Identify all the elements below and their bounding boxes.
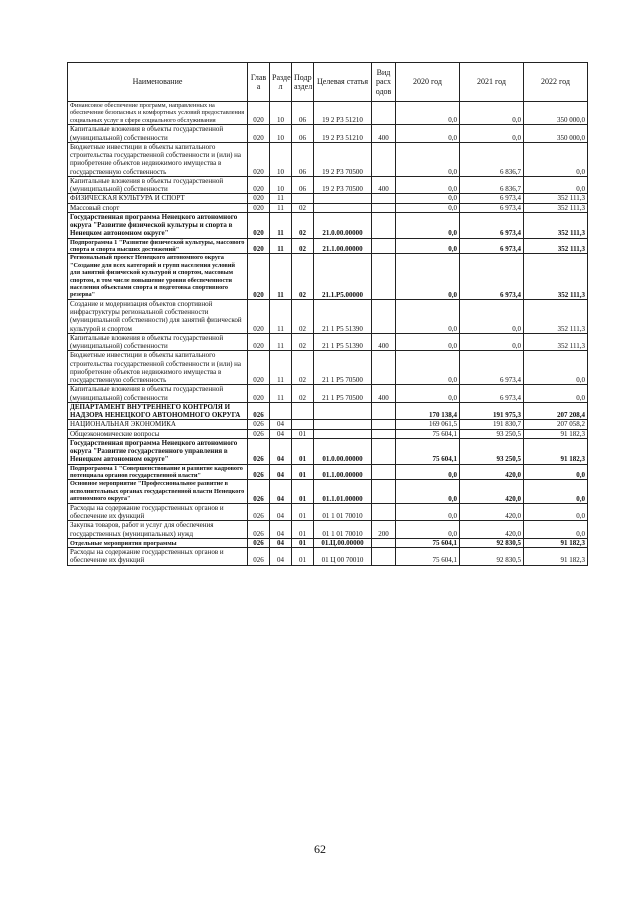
cell-statya: 19 2 P3 51210	[314, 125, 372, 143]
table-row	[68, 238, 588, 254]
cell-statya: 01.Ц.00.00000	[314, 538, 372, 547]
cell-vid	[372, 438, 396, 464]
cell-glava: 020	[248, 299, 270, 333]
cell-razdel: 11	[270, 212, 292, 238]
cell-podrazdel	[292, 194, 314, 203]
cell-2022: 0,0	[524, 385, 588, 403]
cell-glava: 026	[248, 538, 270, 547]
cell-statya: 01.1.00.00000	[314, 464, 372, 480]
cell-statya: 01 1 01 70010	[314, 503, 372, 521]
cell-statya: 21.1.P5.00000	[314, 254, 372, 300]
cell-name: Бюджетные инвестиции в объекты капитального строительства государственной собственности и (или) на приобретение объектов недвижимого имущества в государственную собственность	[68, 351, 248, 385]
cell-name: Государственная программа Ненецкого автономного округа "Развитие физической культуры и спорта в Ненецком автономном округе"	[68, 212, 248, 238]
cell-2020: 0,0	[396, 385, 460, 403]
table-row	[68, 538, 588, 547]
cell-podrazdel: 01	[292, 538, 314, 547]
cell-2021: 6 973,4	[460, 203, 524, 212]
cell-glava: 020	[248, 351, 270, 385]
cell-podrazdel: 06	[292, 142, 314, 176]
cell-vid: 400	[372, 176, 396, 194]
cell-name: Расходы на содержание государственных органов и обеспечение их функций	[68, 548, 248, 566]
cell-2022: 0,0	[524, 521, 588, 539]
cell-statya: 01 Ц 00 70010	[314, 548, 372, 566]
cell-razdel: 04	[270, 438, 292, 464]
cell-2022: 350 000,0	[524, 102, 588, 125]
cell-name: Капитальные вложения в объекты государственной (муниципальной) собственности	[68, 176, 248, 194]
table-row	[68, 438, 588, 464]
cell-razdel: 11	[270, 299, 292, 333]
cell-podrazdel: 06	[292, 102, 314, 125]
cell-glava: 026	[248, 420, 270, 429]
cell-2022: 0,0	[524, 464, 588, 480]
cell-2022: 350 000,0	[524, 125, 588, 143]
cell-glava: 026	[248, 429, 270, 438]
cell-statya	[314, 429, 372, 438]
header-glava: Глав а	[248, 63, 270, 102]
cell-statya	[314, 194, 372, 203]
cell-2021: 420,0	[460, 464, 524, 480]
page-number: 62	[314, 842, 326, 856]
cell-2022: 207 208,4	[524, 402, 588, 420]
cell-name: Подпрограмма 1 "Совершенствование и развитие кадрового потенциала органов государственной власти"	[68, 464, 248, 480]
cell-2022: 91 182,3	[524, 438, 588, 464]
cell-2020: 0,0	[396, 238, 460, 254]
cell-razdel: 11	[270, 333, 292, 351]
cell-2022: 207 058,2	[524, 420, 588, 429]
cell-vid	[372, 402, 396, 420]
table-row	[68, 212, 588, 238]
cell-podrazdel	[292, 402, 314, 420]
cell-vid	[372, 464, 396, 480]
cell-razdel: 04	[270, 480, 292, 503]
cell-podrazdel	[292, 420, 314, 429]
cell-glava: 026	[248, 480, 270, 503]
cell-2021: 420,0	[460, 521, 524, 539]
cell-2020: 0,0	[396, 203, 460, 212]
cell-podrazdel: 02	[292, 238, 314, 254]
cell-statya	[314, 402, 372, 420]
cell-glava: 020	[248, 212, 270, 238]
cell-2022: 0,0	[524, 176, 588, 194]
cell-vid: 400	[372, 385, 396, 403]
cell-2020: 170 138,4	[396, 402, 460, 420]
table-row	[68, 521, 588, 539]
cell-razdel: 04	[270, 420, 292, 429]
cell-2020: 0,0	[396, 125, 460, 143]
cell-glava: 026	[248, 438, 270, 464]
cell-razdel: 11	[270, 203, 292, 212]
cell-vid	[372, 538, 396, 547]
cell-2021: 6 973,4	[460, 351, 524, 385]
cell-name: Капитальные вложения в объекты государственной (муниципальной) собственности	[68, 385, 248, 403]
cell-podrazdel: 01	[292, 548, 314, 566]
cell-2022: 352 111,3	[524, 238, 588, 254]
cell-name: Бюджетные инвестиции в объекты капитального строительства государственной собственности и (или) на приобретение объектов недвижимого имущества в государственную собственность	[68, 142, 248, 176]
cell-podrazdel: 01	[292, 503, 314, 521]
table-row	[68, 351, 588, 385]
cell-2021: 92 830,5	[460, 538, 524, 547]
cell-2020: 0,0	[396, 351, 460, 385]
cell-2022: 352 111,3	[524, 212, 588, 238]
cell-name: Финансовое обеспечение программ, направленных на обеспечение безопасных и комфортных условий предоставления социальных услуг в сфере социального обслуживания	[68, 102, 248, 125]
cell-statya: 21 1 P5 70500	[314, 351, 372, 385]
cell-podrazdel: 02	[292, 333, 314, 351]
table-row	[68, 125, 588, 143]
cell-glava: 026	[248, 402, 270, 420]
cell-2020: 0,0	[396, 480, 460, 503]
cell-podrazdel: 02	[292, 212, 314, 238]
cell-vid: 400	[372, 125, 396, 143]
cell-glava: 026	[248, 503, 270, 521]
cell-vid	[372, 503, 396, 521]
cell-2020: 0,0	[396, 521, 460, 539]
cell-statya: 21 1 P5 70500	[314, 385, 372, 403]
cell-2021: 0,0	[460, 102, 524, 125]
cell-2021: 420,0	[460, 503, 524, 521]
header-podrazdel: Подр аздел	[292, 63, 314, 102]
cell-podrazdel: 02	[292, 351, 314, 385]
header-2021: 2021 год	[460, 63, 524, 102]
cell-2022: 352 111,3	[524, 333, 588, 351]
cell-podrazdel: 01	[292, 429, 314, 438]
cell-razdel: 10	[270, 125, 292, 143]
budget-table-sheet	[67, 62, 587, 566]
cell-2021: 6 973,4	[460, 385, 524, 403]
cell-name: Региональный проект Ненецкого автономного округа "Создание для всех категорий и групп населения условий для занятий физической культурой и спортом, массовым спортом, в том числе повышение уровня обеспеченности населения объектами спорта и подготовка спортивного резерва"	[68, 254, 248, 300]
table-row	[68, 548, 588, 566]
cell-statya: 21.1.00.00000	[314, 238, 372, 254]
cell-podrazdel: 02	[292, 299, 314, 333]
cell-statya: 21 1 P5 51390	[314, 333, 372, 351]
cell-vid	[372, 548, 396, 566]
cell-podrazdel: 02	[292, 203, 314, 212]
table-row	[68, 480, 588, 503]
cell-2020: 75 604,1	[396, 429, 460, 438]
table-row	[68, 464, 588, 480]
cell-podrazdel: 01	[292, 464, 314, 480]
cell-podrazdel: 06	[292, 125, 314, 143]
cell-vid	[372, 254, 396, 300]
cell-2021: 6 973,4	[460, 238, 524, 254]
cell-name: Капитальные вложения в объекты государственной (муниципальной) собственности	[68, 333, 248, 351]
cell-statya	[314, 203, 372, 212]
cell-podrazdel: 02	[292, 385, 314, 403]
cell-glava: 026	[248, 548, 270, 566]
table-row	[68, 203, 588, 212]
cell-2020: 75 604,1	[396, 548, 460, 566]
cell-2021: 93 250,5	[460, 429, 524, 438]
cell-2022: 0,0	[524, 142, 588, 176]
cell-vid: 400	[372, 333, 396, 351]
table-row	[68, 299, 588, 333]
cell-2020: 0,0	[396, 254, 460, 300]
cell-glava: 020	[248, 238, 270, 254]
cell-name: ФИЗИЧЕСКАЯ КУЛЬТУРА И СПОРТ	[68, 194, 248, 203]
cell-statya: 19 2 P3 70500	[314, 142, 372, 176]
cell-2022: 91 182,3	[524, 548, 588, 566]
cell-vid	[372, 102, 396, 125]
table-row	[68, 333, 588, 351]
cell-2022: 91 182,3	[524, 429, 588, 438]
cell-statya: 21 1 P5 51390	[314, 299, 372, 333]
table-row	[68, 385, 588, 403]
table-header-row	[68, 63, 588, 102]
cell-glava: 020	[248, 333, 270, 351]
cell-glava: 020	[248, 254, 270, 300]
cell-razdel: 10	[270, 142, 292, 176]
cell-glava: 026	[248, 521, 270, 539]
cell-name: Государственная программа Ненецкого автономного округа "Развитие государственного управления в Ненецком автономном округе"	[68, 438, 248, 464]
cell-2020: 0,0	[396, 464, 460, 480]
cell-2020: 0,0	[396, 176, 460, 194]
cell-glava: 020	[248, 203, 270, 212]
header-razdel: Разде л	[270, 63, 292, 102]
table-row	[68, 429, 588, 438]
cell-2021: 6 973,4	[460, 254, 524, 300]
cell-glava: 020	[248, 385, 270, 403]
cell-2022: 0,0	[524, 351, 588, 385]
cell-podrazdel: 01	[292, 480, 314, 503]
cell-2021: 191 830,7	[460, 420, 524, 429]
cell-vid	[372, 429, 396, 438]
cell-vid	[372, 299, 396, 333]
cell-statya: 01 1 01 70010	[314, 521, 372, 539]
cell-2022: 352 111,3	[524, 299, 588, 333]
cell-vid	[372, 480, 396, 503]
cell-name: Закупка товаров, работ и услуг для обеспечения государственных (муниципальных) нужд	[68, 521, 248, 539]
cell-razdel: 10	[270, 176, 292, 194]
cell-name: НАЦИОНАЛЬНАЯ ЭКОНОМИКА	[68, 420, 248, 429]
cell-2021: 6 973,4	[460, 194, 524, 203]
cell-2021: 0,0	[460, 125, 524, 143]
table-row	[68, 142, 588, 176]
table-row	[68, 402, 588, 420]
cell-2022: 0,0	[524, 503, 588, 521]
table-row	[68, 102, 588, 125]
cell-name: ДЕПАРТАМЕНТ ВНУТРЕННЕГО КОНТРОЛЯ И НАДЗОРА НЕНЕЦКОГО АВТОНОМНОГО ОКРУГА	[68, 402, 248, 420]
cell-razdel: 04	[270, 464, 292, 480]
cell-2020: 75 604,1	[396, 438, 460, 464]
cell-name: Общеэкономические вопросы	[68, 429, 248, 438]
cell-2021: 93 250,5	[460, 438, 524, 464]
cell-razdel: 11	[270, 254, 292, 300]
cell-vid	[372, 420, 396, 429]
cell-name: Капитальные вложения в объекты государственной (муниципальной) собственности	[68, 125, 248, 143]
table-row	[68, 420, 588, 429]
cell-statya: 19 2 P3 51210	[314, 102, 372, 125]
cell-2020: 169 061,5	[396, 420, 460, 429]
cell-name: Основное мероприятие "Профессиональное развитие в исполнительных органах государственной власти Ненецкого автономного округа"	[68, 480, 248, 503]
cell-2021: 0,0	[460, 299, 524, 333]
cell-statya: 01.0.00.00000	[314, 438, 372, 464]
cell-name: Массовый спорт	[68, 203, 248, 212]
cell-2020: 0,0	[396, 212, 460, 238]
cell-2022: 352 111,3	[524, 203, 588, 212]
cell-2020: 0,0	[396, 194, 460, 203]
header-2022: 2022 год	[524, 63, 588, 102]
table-row	[68, 503, 588, 521]
cell-name: Расходы на содержание государственных органов и обеспечение их функций	[68, 503, 248, 521]
cell-razdel: 04	[270, 548, 292, 566]
cell-2020: 0,0	[396, 503, 460, 521]
cell-vid	[372, 238, 396, 254]
cell-name: Подпрограмма 1 "Развитие физической культуры, массового спорта и спорта высших достижений"	[68, 238, 248, 254]
cell-vid	[372, 212, 396, 238]
header-2020: 2020 год	[396, 63, 460, 102]
cell-razdel: 11	[270, 238, 292, 254]
cell-vid	[372, 194, 396, 203]
cell-razdel: 11	[270, 194, 292, 203]
cell-2022: 91 182,3	[524, 538, 588, 547]
cell-name: Создание и модернизация объектов спортивной инфраструктуры региональной собственности (муниципальной собственности) для занятий физической культурой и спортом	[68, 299, 248, 333]
table-row	[68, 194, 588, 203]
cell-razdel: 04	[270, 429, 292, 438]
cell-2021: 92 830,5	[460, 548, 524, 566]
cell-2021: 6 973,4	[460, 212, 524, 238]
cell-podrazdel: 02	[292, 254, 314, 300]
table-row	[68, 254, 588, 300]
cell-2022: 352 111,3	[524, 194, 588, 203]
cell-podrazdel: 06	[292, 176, 314, 194]
cell-statya: 21.0.00.00000	[314, 212, 372, 238]
header-vid: Вид расх одов	[372, 63, 396, 102]
cell-statya: 01.1.01.00000	[314, 480, 372, 503]
cell-2022: 352 111,3	[524, 254, 588, 300]
cell-razdel: 04	[270, 521, 292, 539]
cell-razdel	[270, 402, 292, 420]
cell-glava: 020	[248, 176, 270, 194]
header-statya: Целевая статья	[314, 63, 372, 102]
cell-razdel: 10	[270, 102, 292, 125]
cell-razdel: 04	[270, 538, 292, 547]
cell-razdel: 11	[270, 385, 292, 403]
cell-vid	[372, 142, 396, 176]
cell-2020: 0,0	[396, 142, 460, 176]
cell-razdel: 11	[270, 351, 292, 385]
cell-podrazdel: 01	[292, 521, 314, 539]
cell-glava: 020	[248, 142, 270, 176]
table-row	[68, 176, 588, 194]
cell-vid	[372, 203, 396, 212]
cell-2021: 6 836,7	[460, 176, 524, 194]
cell-2021: 191 975,3	[460, 402, 524, 420]
header-name: Наименование	[68, 63, 248, 102]
cell-razdel: 04	[270, 503, 292, 521]
cell-glava: 020	[248, 125, 270, 143]
cell-2022: 0,0	[524, 480, 588, 503]
cell-glava: 020	[248, 102, 270, 125]
cell-glava: 020	[248, 194, 270, 203]
cell-vid	[372, 351, 396, 385]
cell-2021: 6 836,7	[460, 142, 524, 176]
cell-2020: 0,0	[396, 299, 460, 333]
cell-vid: 200	[372, 521, 396, 539]
cell-2020: 0,0	[396, 333, 460, 351]
cell-statya	[314, 420, 372, 429]
cell-name: Отдельные мероприятия программы	[68, 538, 248, 547]
budget-table	[67, 62, 588, 566]
cell-2020: 75 604,1	[396, 538, 460, 547]
cell-statya: 19 2 P3 70500	[314, 176, 372, 194]
cell-glava: 026	[248, 464, 270, 480]
cell-2021: 0,0	[460, 333, 524, 351]
cell-2021: 420,0	[460, 480, 524, 503]
cell-podrazdel: 01	[292, 438, 314, 464]
cell-2020: 0,0	[396, 102, 460, 125]
